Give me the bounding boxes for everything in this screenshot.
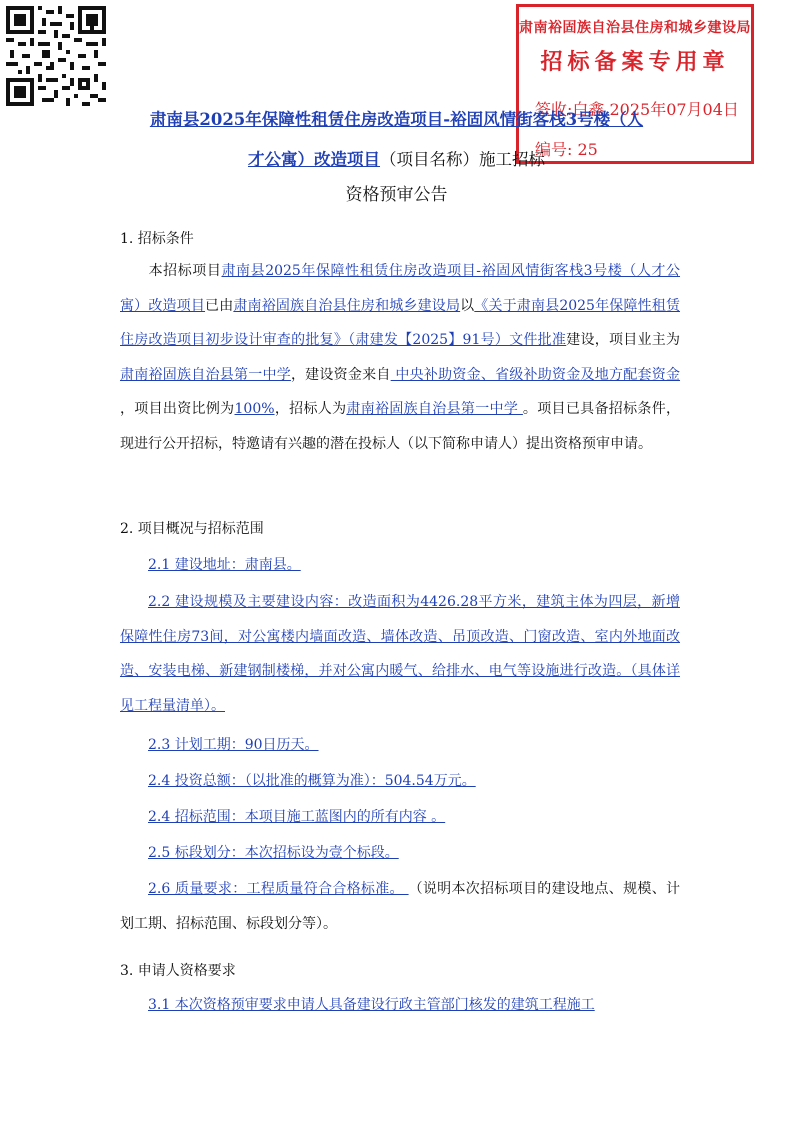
item-2-3-link[interactable]: 2.3 计划工期：90日历天。 bbox=[148, 737, 319, 753]
section-1-paragraph: 本招标项目肃南县2025年保障性租赁住房改造项目-裕固风情街客栈3号楼（人才公寓）改造项目已由肃南裕固族自治县住房和城乡建设局以《关于肃南县2025年保障性租赁住房改造项目初步设计审查的批复》（肃建发【2025】91号）文件批准建设，项目业主为 肃南裕固族自治县第一中学，建设资金来自 中央补助资金、省级补助资金及地方配套资金 ，项目出资比例为100%，招标人为肃南裕固族自治县第一中学 。项目已具备招标条件，现进行公开招标，特邀请有兴趣的潜在投标人（以下简称申请人）提出资格预审申请。 bbox=[120, 263, 681, 452]
item-2-6-note: （说明本次招标项目的建设地点、规模、计划工期、招标范围、标段划分等）。 bbox=[120, 881, 680, 932]
project-owner-link[interactable]: 肃南裕固族自治县第一中学 bbox=[120, 366, 291, 383]
section-3-heading: 3. 申请人资格要求 bbox=[120, 963, 236, 979]
item-2-4b-link[interactable]: 2.4 招标范围：本项目施工蓝图内的所有内容 。 bbox=[148, 809, 446, 825]
approval-stamp bbox=[516, 4, 754, 164]
stamp-org: 肃南裕固族自治县住房和城乡建设局 bbox=[519, 20, 751, 36]
stamp-signature: 签收:白鑫 2025年07月04日 bbox=[535, 100, 739, 119]
section-3-1 bbox=[120, 988, 680, 1023]
section-2-2 bbox=[120, 585, 680, 723]
document-title-line2 bbox=[100, 146, 693, 170]
funding-ratio-link[interactable]: 100% bbox=[234, 401, 275, 417]
qr-code bbox=[6, 6, 106, 106]
item-2-4-link[interactable]: 2.4 投资总额：（以批准的概算为准）：504.54万元。 bbox=[148, 773, 476, 789]
section-2-4 bbox=[120, 764, 680, 799]
item-2-1-link[interactable]: 2.1 建设地址：肃南县。 bbox=[148, 557, 301, 573]
stamp-seal-text: 招标备案专用章 bbox=[540, 50, 730, 75]
item-3-1-link[interactable]: 3.1 本次资格预审要求申请人具备建设行政主管部门核发的建筑工程施工 bbox=[148, 997, 595, 1013]
funding-source-link[interactable]: 中央补助资金、省级补助资金及地方配套资金 bbox=[390, 366, 681, 383]
title-project-link[interactable]: 肃南县2025年保障性租赁住房改造项目-裕固风情街客栈3号楼（人 bbox=[149, 110, 644, 129]
stamp-number: 编号: 25 bbox=[535, 140, 598, 159]
title-suffix: （项目名称）施工招标 bbox=[380, 150, 545, 169]
document-title-line1 bbox=[100, 106, 693, 130]
section-2-3 bbox=[120, 728, 680, 763]
section-2-heading: 2. 项目概况与招标范围 bbox=[120, 521, 264, 537]
approval-authority-link[interactable]: 肃南裕固族自治县住房和城乡建设局 bbox=[233, 297, 461, 314]
approval-document-link[interactable]: 《关于肃南县2025年保障性租赁住房改造项目初步设计审查的批复》（肃建发【2025】91号）文件批准 bbox=[120, 297, 680, 348]
tenderer-link[interactable]: 肃南裕固族自治县第一中学 bbox=[346, 401, 523, 417]
item-2-5-link[interactable]: 2.5 标段划分：本次招标设为壹个标段。 bbox=[148, 845, 399, 861]
project-name-link[interactable]: 肃南县2025年保障性租赁住房改造项目-裕固风情街客栈3号楼（人才公寓）改造项目 bbox=[120, 263, 681, 314]
section-1-heading: 1. 招标条件 bbox=[120, 231, 194, 247]
section-2-1 bbox=[120, 548, 680, 583]
item-2-2-link[interactable]: 2.2 建设规模及主要建设内容：改造面积为4426.28平方米，建筑主体为四层，新增保障性住房73间，对公寓楼内墙面改造、墙体改造、吊顶改造、门窗改造、室内外地面改造、安装电梯、新建钢制楼梯，并对公寓内暖气、给排水、电气等设施进行改造。（具体详见工程量清单）。 bbox=[120, 594, 680, 714]
section-2-6 bbox=[120, 872, 680, 941]
document-subtitle: 资格预审公告 bbox=[345, 185, 448, 205]
section-2-4b bbox=[120, 800, 680, 835]
item-2-6-link[interactable]: 2.6 质量要求：工程质量符合合格标准。 bbox=[148, 881, 409, 897]
section-2-5 bbox=[120, 836, 680, 871]
title-project-link-cont[interactable]: 才公寓）改造项目 bbox=[248, 150, 380, 169]
